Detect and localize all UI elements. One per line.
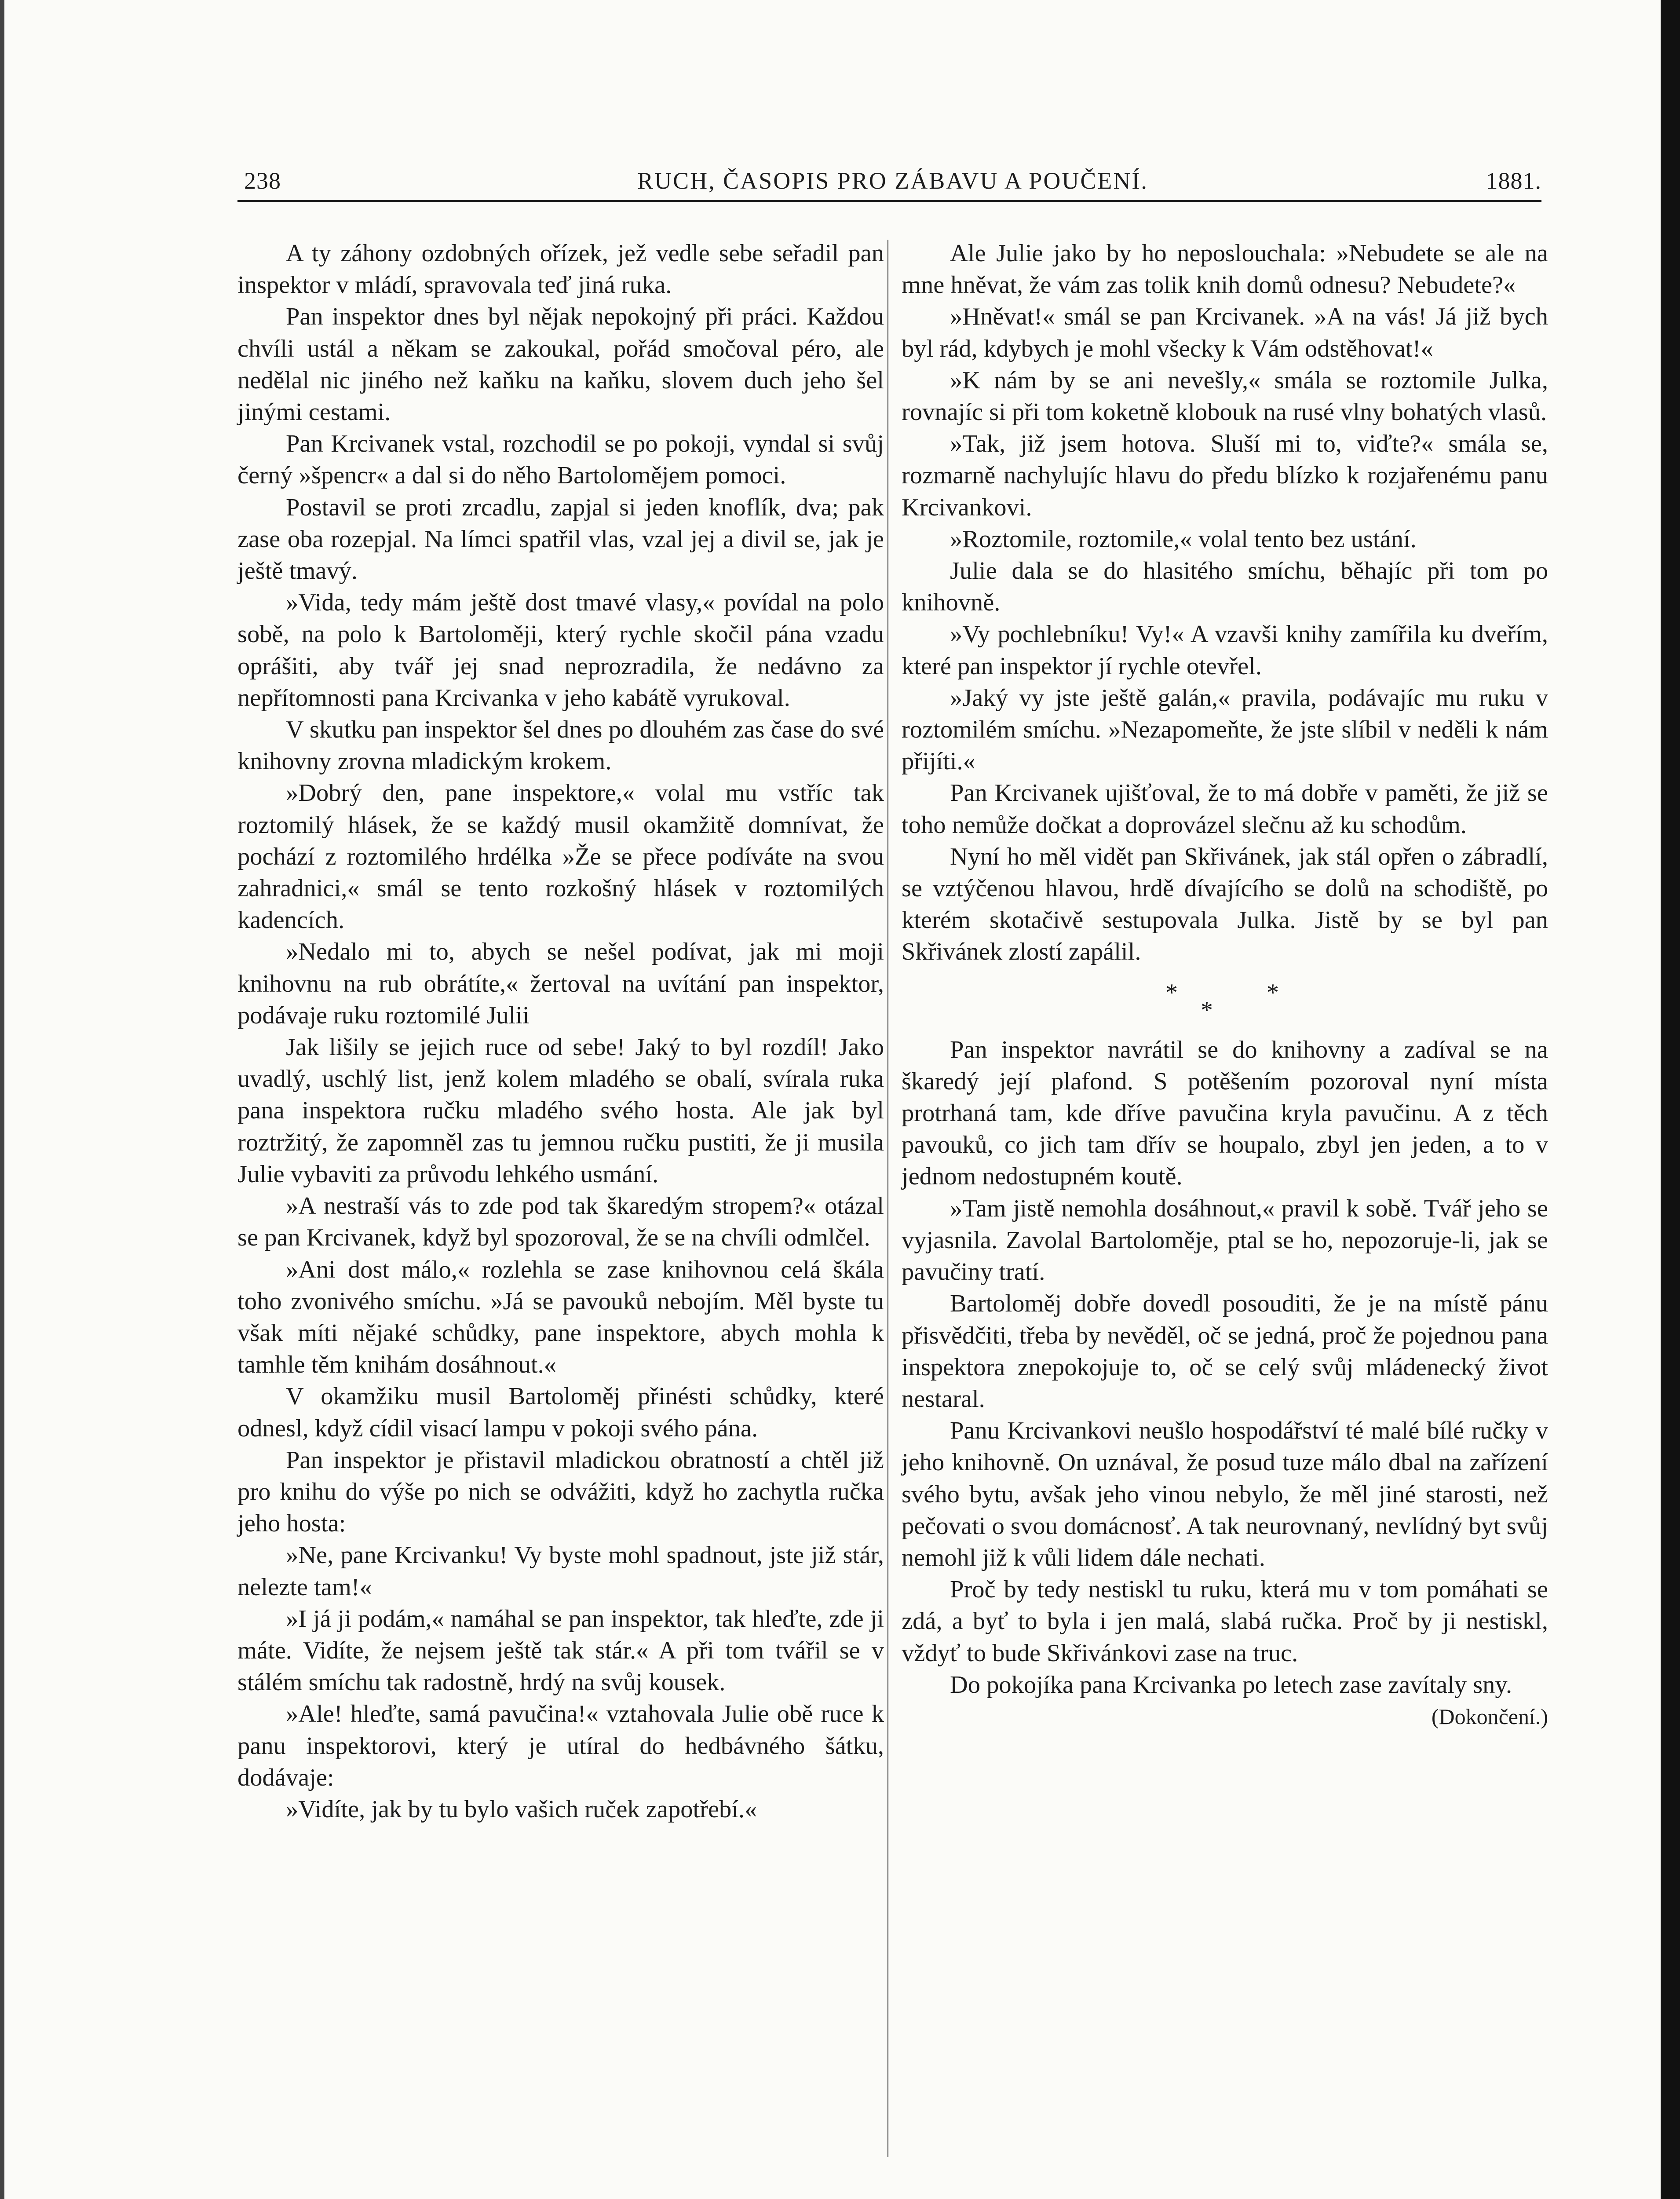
paragraph: »Jaký vy jste ještě galán,« pravila, podávajíc mu ruku v roztomilém smíchu. »Nezapomeňte, že jste slíbil v neděli k nám přijíti.« [902,684,1548,775]
paragraph: »Tak, již jsem hotova. Sluší mi to, viďte?« smála se, rozmarně nachylujíc hlavu do předu blízko k rozjařenému panu Krcivankovi. [902,430,1548,521]
paragraph: »K nám by se ani nevešly,« smála se roztomile Julka, rovnajíc si při tom koketně klobouk na rusé vlny bohatých vlasů. [902,366,1548,426]
paragraph: »Ani dost málo,« rozlehla se zase knihovnou celá škála toho zvonivého smíchu. »Já se pavouků nebojím. Měl byste tu však míti nějaké schůdky, pane inspektore, abych mohla k tamhle těm knihám dosáhnout.« [237,1256,884,1379]
journal-title: RUCH, ČASOPIS PRO ZÁBAVU A POUČENÍ. [637,168,1148,194]
paragraph: »Ne, pane Krcivanku! Vy byste mohl spadnout, jste již stár, nelezte tam!« [237,1541,884,1601]
paragraph: Jak lišily se jejich ruce od sebe! Jaký to byl rozdíl! Jako uvadlý, uschlý list, jenž kolem mladého se obalí, svírala ruka pana inspektora ručku mladého svého hosta. Ale jak byl roztržitý, že zapomněl zas tu jemnou ručku pustiti, že ji musila Julie vybaviti za průvodu lehkého usmání. [237,1034,884,1188]
to-be-continued: (Dokončení.) [1431,1704,1548,1729]
paragraph: V okamžiku musil Bartoloměj přinésti schůdky, které odnesl, když cídil visací lampu v pokoji svého pána. [237,1383,884,1442]
paragraph: »Vy pochlebníku! Vy!« A vzavši knihy zamířila ku dveřím, které pan inspektor jí rychle otevřel. [902,621,1548,680]
paragraph: »Vidíte, jak by tu bylo vašich ruček zapotřebí.« [286,1795,757,1823]
header-rule [237,200,1541,202]
paragraph: »Ale! hleďte, samá pavučina!« vztahovala Julie obě ruce k panu inspektorovi, který je utíral do hedbávného šátku, dodávaje: [237,1700,884,1791]
paragraph: V skutku pan inspektor šel dnes po dlouhém zas čase do své knihovny zrovna mladickým krokem. [237,716,884,775]
paragraph: »Tam jistě nemohla dosáhnout,« pravil k sobě. Tvář jeho se vyjasnila. Zavolal Bartoloměje, ptal se ho, nepozoruje-li, jak se pavučiny tratí. [902,1194,1548,1286]
paragraph: »I já ji podám,« namáhal se pan inspektor, tak hleďte, zde ji máte. Vidíte, že nejsem ještě tak stár.« A při tom tvářil se v stálém smíchu tak radostně, hrdý na svůj kousek. [237,1605,884,1696]
paragraph: »Vida, tedy mám ještě dost tmavé vlasy,« povídal na polo sobě, na polo k Bartoloměji, který rychle skočil pána vzadu oprášiti, aby tvář jej snad neprozradila, že nedávno za nepřítomnosti pana Krcivanka v jeho kabátě vyrukoval. [237,589,884,712]
paragraph: »Nedalo mi to, abych se nešel podívat, jak mi moji knihovnu na rub obrátíte,« žertoval na uvítání pan inspektor, podávaje ruku roztomilé Julii [237,938,884,1029]
asterisk: * [1201,996,1213,1024]
paragraph: Pan inspektor dnes byl nějak nepokojný při práci. Každou chvíli ustál a někam se zakoukal, pořád smočoval péro, ale nedělal nic jiného než kaňku na kaňku, slovem duch jeho šel jinými cestami. [237,303,884,426]
scan-edge-right [1661,0,1680,2199]
section-break [902,968,1548,1034]
asterisk: * [1267,979,1279,1006]
paragraph: »Hněvat!« smál se pan Krcivanek. »A na vás! Já již bych byl rád, kdybych je mohl všecky k Vám odstěhovat!« [902,303,1548,362]
paragraph: Pan Krcivanek ujišťoval, že to má dobře v paměti, že již se toho nemůže dočkat a doprovázel slečnu až ku schodům. [902,779,1548,839]
column-divider [887,240,888,2157]
paragraph: »Dobrý den, pane inspektore,« volal mu vstříc tak roztomilý hlásek, že se každý musil okamžitě domnívat, že pochází z roztomilého hrdélka »Že se přece podíváte na svou zahradnici,« smál se tento rozkošný hlásek v roztomilých kadencích. [237,779,884,934]
paragraph: Julie dala se do hlasitého smíchu, běhajíc při tom po knihovně. [902,557,1548,617]
paragraph: Do pokojíka pana Krcivanka po letech zase zavítaly sny. [950,1671,1512,1699]
paragraph: »Roztomile, roztomile,« volal tento bez ustání. [950,525,1417,553]
left-column [237,237,884,1825]
paragraph: Pan Krcivanek vstal, rozchodil se po pokoji, vyndal si svůj černý »špencr« a dal si do něho Bartolomějem pomoci. [237,430,884,489]
page-number: 238 [244,168,281,194]
paragraph: Ale Julie jako by ho neposlouchala: »Nebudete se ale na mne hněvat, že vám zas tolik knih domů odnesu? Nebudete?« [902,240,1548,299]
paragraph: Nyní ho měl vidět pan Skřivánek, jak stál opřen o zábradlí, se vztýčenou hlavou, hrdě dívajícího se dolů na schodiště, po kterém skotačivě sestupovala Julka. Jistě by se byl pan Skřivánek zlostí zapálil. [902,843,1548,966]
paragraph: Pan inspektor navrátil se do knihovny a zadíval se na škaredý její plafond. S potěšením pozoroval nyní místa protrhaná tam, kde dříve pavučina kryla pavučinu. A z těch pavouků, co jich tam dřív se houpalo, zbyl jen jeden, a to v jednom nedostupném koutě. [902,1036,1548,1191]
asterisk: * [1165,979,1178,1006]
paragraph: Panu Krcivankovi neušlo hospodářství té malé bílé ručky v jeho knihovně. On uznával, že posud tuze málo dbal na zařízení svého bytu, avšak jeho vinou nebylo, že měl jiné starosti, než pečovati o svou domácnosť. A tak neurovnaný, nevlídný byt svůj nemohl již k vůli lidem dále nechati. [902,1417,1548,1571]
paragraph: Postavil se proti zrcadlu, zapjal si jeden knoflík, dva; pak zase oba rozepjal. Na límci spatřil vlas, vzal jej a divil se, jak je ještě tmavý. [237,493,884,585]
paragraph: A ty záhony ozdobných ořízek, jež vedle sebe seřadil pan inspektor v mládí, spravovala teď jiná ruka. [237,240,884,299]
paragraph: Pan inspektor je přistavil mladickou obratností a chtěl již pro knihu do výše po nich se odvážiti, když ho zachytla ručka jeho hosta: [237,1446,884,1538]
paragraph: »A nestraší vás to zde pod tak škaredým stropem?« otázal se pan Krcivanek, když byl spozoroval, že se na chvíli odmlčel. [237,1192,884,1252]
paragraph: Bartoloměj dobře dovedl posouditi, že je na místě pánu přisvědčiti, třeba by nevěděl, oč se jedná, proč že pojednou pana inspektora znepokojuje to, oč se celý svůj mládenecký život nestaral. [902,1290,1548,1413]
paragraph: Proč by tedy nestiskl tu ruku, která mu v tom pomáhati se zdá, a byť to byla i jen malá, slabá ručka. Proč by ji nestiskl, vždyť to bude Skřivánkovi zase na truc. [902,1576,1548,1667]
year: 1881. [1486,168,1541,194]
running-header [244,163,1541,198]
scan-edge-left [0,0,4,2199]
right-column [902,237,1548,1732]
